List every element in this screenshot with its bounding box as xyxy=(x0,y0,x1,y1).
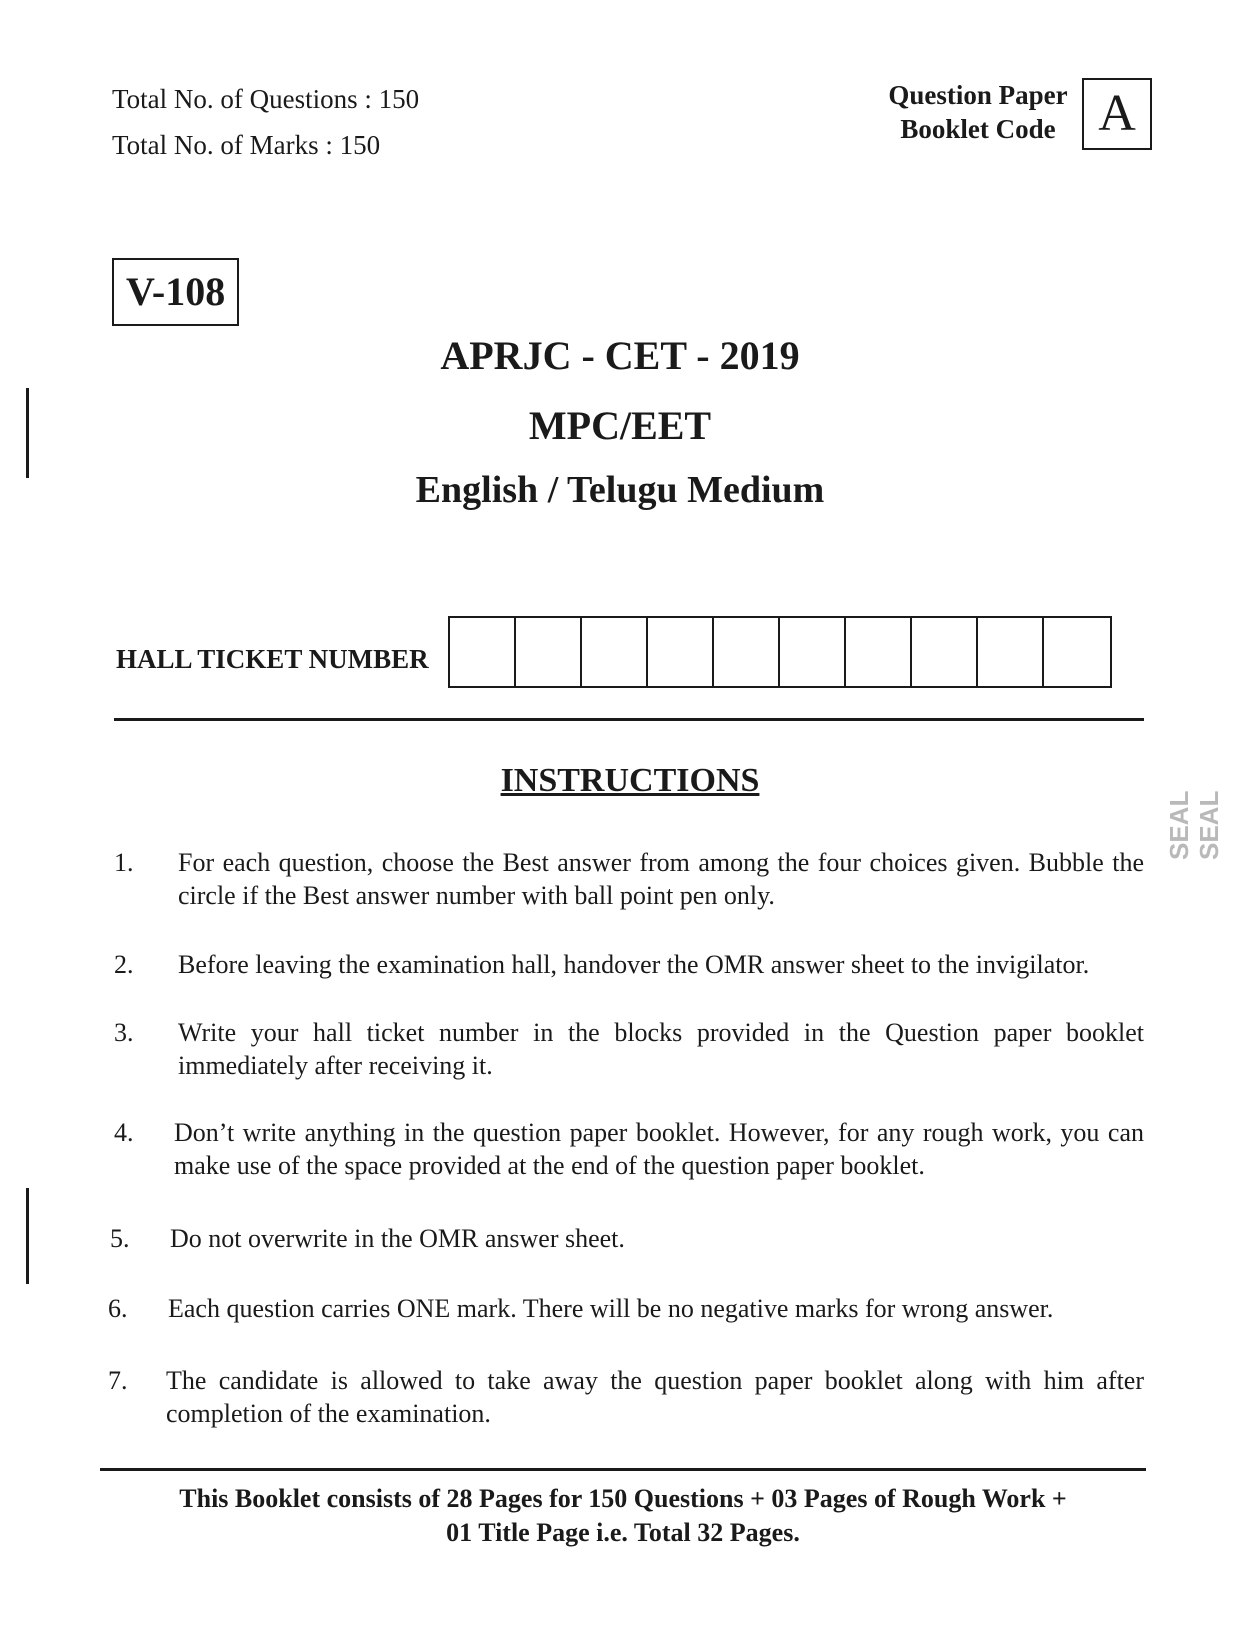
instruction-item xyxy=(114,1116,1144,1186)
instruction-text: Don’t write anything in the question paper booklet. However, for any rough work, you can make use of the space provided at the end of the question paper booklet. xyxy=(174,1118,1144,1180)
hall-ticket-cell[interactable] xyxy=(1044,618,1110,686)
total-questions: Total No. of Questions : 150 xyxy=(112,84,420,114)
instruction-text: For each question, choose the Best answer from among the four choices given. Bubble the circle if the Best answer number with ball point pen only. xyxy=(178,848,1144,910)
instruction-item xyxy=(110,1222,1144,1258)
booklet-summary-line1: This Booklet consists of 28 Pages for 150 Questions + 03 Pages of Rough Work + xyxy=(179,1484,1067,1513)
instructions-heading: INSTRUCTIONS xyxy=(500,762,760,799)
booklet-code-label-line2: Booklet Code xyxy=(900,114,1056,144)
seal-stamp: SEAL xyxy=(1194,790,1224,860)
instruction-number: 1. xyxy=(114,848,134,877)
instruction-item xyxy=(108,1292,1144,1328)
instruction-item xyxy=(114,1016,1144,1086)
booklet-summary-line2: 01 Title Page i.e. Total 32 Pages. xyxy=(446,1518,800,1547)
hall-ticket-cell[interactable] xyxy=(582,618,648,686)
instruction-number: 2. xyxy=(114,950,134,979)
instruction-item xyxy=(108,1364,1144,1434)
instruction-text: Each question carries ONE mark. There will be no negative marks for wrong answer. xyxy=(168,1294,1054,1323)
instruction-text: Write your hall ticket number in the blocks provided in the Question paper booklet immediately after receiving it. xyxy=(178,1018,1144,1080)
hall-ticket-cell[interactable] xyxy=(846,618,912,686)
instruction-text: Before leaving the examination hall, handover the OMR answer sheet to the invigilator. xyxy=(178,950,1090,979)
divider-top xyxy=(114,718,1144,721)
hall-ticket-cell[interactable] xyxy=(648,618,714,686)
booklet-code-box: A xyxy=(1082,78,1152,150)
total-marks: Total No. of Marks : 150 xyxy=(112,130,381,160)
instruction-item xyxy=(114,948,1144,984)
instruction-number: 7. xyxy=(108,1366,128,1395)
binding-mark xyxy=(26,388,29,478)
booklet-summary xyxy=(100,1482,1146,1550)
seal-stamp: SEAL xyxy=(1164,790,1194,860)
hall-ticket-cell[interactable] xyxy=(516,618,582,686)
instruction-item xyxy=(114,846,1144,916)
instruction-text: The candidate is allowed to take away the question paper booklet along with him after completion of the examination. xyxy=(166,1366,1144,1428)
hall-ticket-boxes[interactable] xyxy=(448,616,1112,688)
hall-ticket-label: HALL TICKET NUMBER xyxy=(116,644,429,674)
binding-mark xyxy=(26,1188,29,1284)
hall-ticket-cell[interactable] xyxy=(450,618,516,686)
hall-ticket-cell[interactable] xyxy=(714,618,780,686)
booklet-code-label xyxy=(878,78,1078,146)
paper-id-box: V-108 xyxy=(112,258,239,326)
instruction-number: 4. xyxy=(114,1118,134,1147)
instruction-number: 5. xyxy=(110,1224,130,1253)
hall-ticket-cell[interactable] xyxy=(912,618,978,686)
divider-bottom xyxy=(100,1468,1146,1471)
hall-ticket-cell[interactable] xyxy=(978,618,1044,686)
instruction-number: 6. xyxy=(108,1294,128,1323)
instruction-text: Do not overwrite in the OMR answer sheet. xyxy=(170,1224,625,1253)
instruction-number: 3. xyxy=(114,1018,134,1047)
exam-title: APRJC - CET - 2019 xyxy=(440,333,800,378)
booklet-code-label-line1: Question Paper xyxy=(888,80,1068,110)
medium-title: English / Telugu Medium xyxy=(415,469,825,511)
stream-title: MPC/EET xyxy=(528,403,712,448)
hall-ticket-cell[interactable] xyxy=(780,618,846,686)
